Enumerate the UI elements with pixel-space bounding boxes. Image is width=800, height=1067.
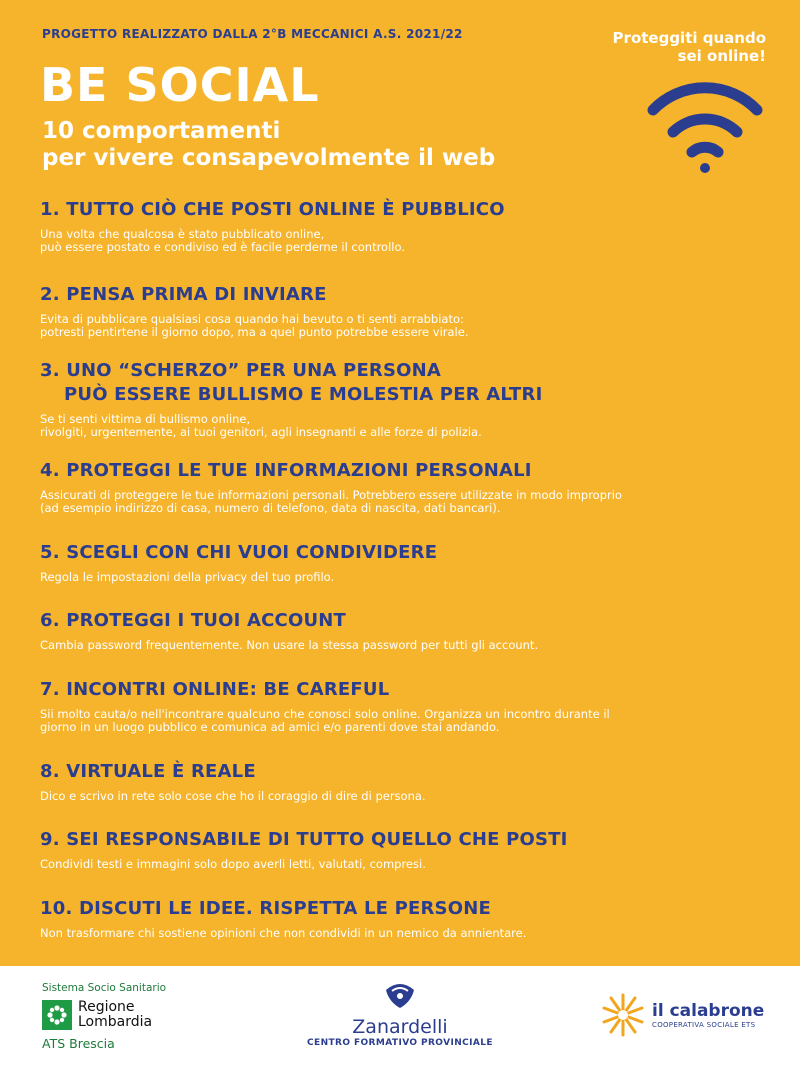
ats-label: ATS Brescia: [42, 1036, 115, 1051]
project-credit: PROGETTO REALIZZATO DALLA 2°B MECCANICI A.S. 2021/22: [42, 27, 463, 41]
rule-text: Non trasformare chi sostiene opinioni che non condividi in un nemico da annientare.: [40, 926, 527, 940]
rule-heading: 10. DISCUTI LE IDEE. RISPETTA LE PERSONE: [40, 898, 491, 919]
wifi-icon: [645, 78, 765, 178]
footer: [0, 966, 800, 1067]
rule-heading: 9. SEI RESPONSABILE DI TUTTO QUELLO CHE POSTI: [40, 829, 568, 850]
lombardia-system-label: Sistema Socio Sanitario: [42, 982, 167, 994]
subtitle-line-2: per vivere consapevolmente il web: [42, 145, 496, 171]
rule-7: [40, 678, 780, 760]
rule-text: Assicurati di proteggere le tue informazioni personali. Potrebbero essere utilizzate in modo improprio (ad esempio indirizzo di casa, numero di telefono, data di nascita, dati bancari).: [40, 488, 622, 515]
calabrone-name: il calabrone: [652, 1001, 765, 1021]
rule-6: [40, 609, 780, 678]
rule-heading: 4. PROTEGGI LE TUE INFORMAZIONI PERSONALI: [40, 460, 532, 481]
rule-text: Evita di pubblicare qualsiasi cosa quando hai bevuto o ti senti arrabbiato: potresti pentirtene il giorno dopo, ma a quel punto potrebbe essere virale.: [40, 312, 469, 339]
subtitle: [42, 118, 495, 172]
rule-heading: 7. INCONTRI ONLINE: BE CAREFUL: [40, 679, 390, 700]
rule-text: Regola le impostazioni della privacy del tuo profilo.: [40, 570, 335, 584]
rule-3: [40, 359, 780, 459]
rule-heading: 8. VIRTUALE È REALE: [40, 761, 256, 782]
zanardelli-subtitle: CENTRO FORMATIVO PROVINCIALE: [307, 1038, 493, 1048]
rule-text: Condividi testi e immagini solo dopo averli letti, valutati, compresi.: [40, 857, 426, 871]
rule-5: [40, 541, 780, 609]
rule-2: [40, 283, 780, 359]
lombardia-name-line-2: Lombardia: [78, 1014, 153, 1030]
page-title: BE SOCIAL: [40, 58, 320, 112]
zanardelli-emblem-icon: [383, 980, 417, 1010]
rule-heading: 1. TUTTO CIÒ CHE POSTI ONLINE È PUBBLICO: [40, 199, 505, 220]
il-calabrone-logo: [600, 992, 764, 1038]
rule-10: [40, 897, 780, 957]
rule-text: Cambia password frequentemente. Non usare la stessa password per tutti gli account.: [40, 638, 539, 652]
rule-heading: 6. PROTEGGI I TUOI ACCOUNT: [40, 610, 347, 631]
rule-text: Dico e scrivo in rete solo cose che ho il coraggio di dire di persona.: [40, 789, 426, 803]
tagline: [613, 29, 766, 65]
zanardelli-logo: [300, 980, 500, 1048]
lombardia-rose-icon: [42, 1000, 72, 1030]
subtitle-line-1: 10 comportamenti: [42, 118, 281, 144]
rule-1: [40, 198, 780, 283]
calabrone-subtitle: COOPERATIVA SOCIALE ETS: [652, 1021, 756, 1029]
rule-4: [40, 459, 780, 541]
tagline-line-2: sei online!: [677, 47, 766, 65]
rule-heading: 2. PENSA PRIMA DI INVIARE: [40, 284, 327, 305]
lombardia-name-line-1: Regione: [78, 999, 135, 1015]
rule-heading: 5. SCEGLI CON CHI VUOI CONDIVIDERE: [40, 542, 438, 563]
rule-text: Sii molto cauta/o nell'incontrare qualcuno che conosci solo online. Organizza un incontro durante il giorno in un luogo pubblico e comunica ad amici e/o parenti dove stai andando.: [40, 707, 610, 734]
sunburst-icon: [600, 992, 646, 1038]
regione-lombardia-logo: [42, 982, 166, 1051]
rules-list: [40, 198, 780, 957]
tagline-line-1: Proteggiti quando: [612, 29, 766, 47]
rule-text: Una volta che qualcosa è stato pubblicato online, può essere postato e condiviso ed è facile perderne il controllo.: [40, 227, 405, 254]
rule-text: Se ti senti vittima di bullismo online, rivolgiti, urgentemente, ai tuoi genitori, agli insegnanti e alle forze di polizia.: [40, 412, 482, 439]
zanardelli-name: Zanardelli: [352, 1016, 448, 1038]
rule-8: [40, 760, 780, 828]
rule-heading: 3. UNO “SCHERZO” PER UNA PERSONA PUÒ ESSERE BULLISMO E MOLESTIA PER ALTRI: [40, 360, 543, 405]
rule-9: [40, 828, 780, 897]
